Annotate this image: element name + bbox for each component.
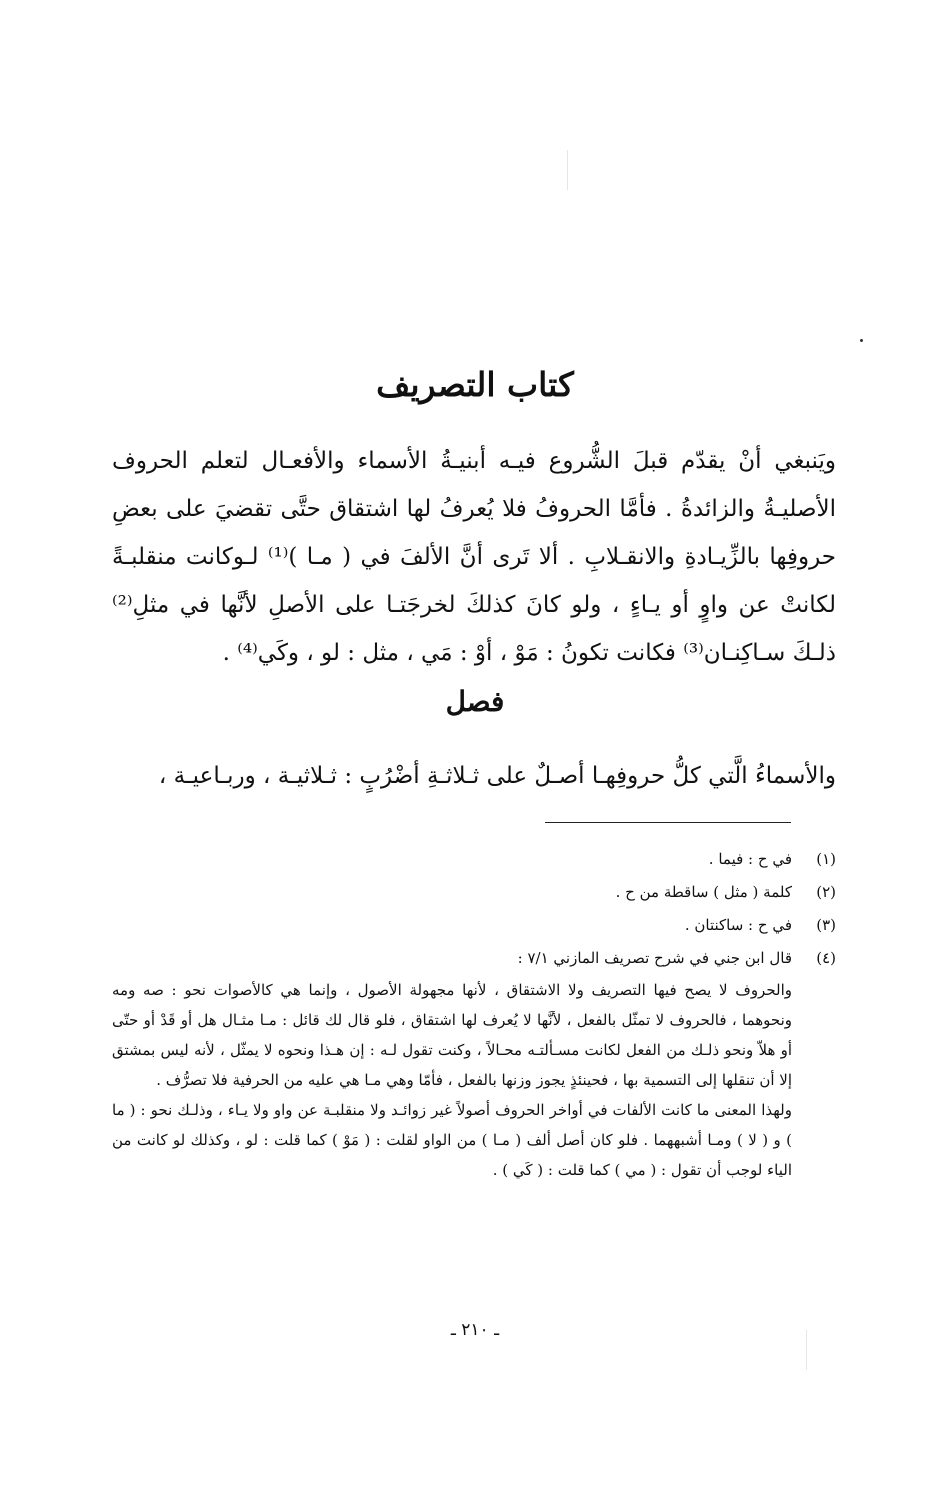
section-paragraph: والأسماءُ الَّتي كلُّ حروفِهـا أصـلٌ على ثـلاثـةِ أضْرُبٍ : ثـلاثيـة ، وربـاعيـة ، [158, 763, 836, 789]
footnote-text: في ح : ساكنتان . [684, 916, 792, 934]
scan-speck [860, 339, 863, 342]
footnote-4-quote [112, 975, 792, 1185]
scan-artifact [806, 1330, 807, 1370]
chapter-title: كتاب التصريف [376, 365, 574, 404]
section-title: فصل [445, 685, 505, 718]
footnote-number: (٤) [816, 949, 836, 967]
footnote-number: (٣) [816, 916, 836, 934]
footnote-quote-paragraph-2: ولهذا المعنى ما كانت الألفات في أواخر الحروف أصولاً غير زوائـد ولا منقلبـة عن واو ولا يـاء ، وذلـك نحو : ( ما ) و ( لا ) ومـا أشبههما . فلو كان أصل ألف ( مـا ) من الواو لقلت : ( مَوْ ) كما قلت : لو ، وكذلك لو كانت من الياء لوجب أن تقول : ( مي ) كما قلت : ( كَي ) . [112, 1101, 792, 1179]
footnote-4 [112, 942, 836, 975]
footnote-text: كلمة ( مثل ) ساقطة من ح . [615, 883, 792, 901]
page-number: ـ ٢١٠ ـ [450, 1320, 500, 1340]
footnote-number: (١) [816, 850, 836, 868]
footnote-text: قال ابن جني في شرح تصريف المازني ٧/١ : [517, 949, 792, 967]
footnote-number: (٢) [816, 883, 836, 901]
footnote-1 [112, 843, 836, 876]
footnotes [112, 843, 836, 1185]
footnote-2 [112, 876, 836, 909]
chapter-paragraph: ويَنبغي أنْ يقدّم قبلَ الشُّروع فيـه أبنيـةُ الأسماء والأفعـال لتعلم الحروف الأصليـةُ والزائدةُ . فأمَّا الحروفُ فلا يُعرفُ لها اشتقاق حتَّى تقضيَ على بعضِ حروفِها بالزِّيـادةِ والانقـلابِ . ألا تَرى أنَّ الألفَ في ( مـا )⁽¹⁾ لـوكانت منقلبـةً لكانتْ عن واوٍ أو يـاءٍ ، ولو كانَ كذلكَ لخرجَتـا على الأصلِ لأنَّها في مثلِ⁽²⁾ ذلـكَ سـاكِنـان⁽³⁾ فكانت تكونُ : مَوْ ، أوْ : مَي ، مثل : لو ، وكَي⁽⁴⁾ . [112, 448, 836, 666]
footnote-quote-paragraph-1: والحروف لا يصح فيها التصريف ولا الاشتقاق ، لأنها مجهولة الأصول ، وإنما هي كالأصوات نحو : صه ومه ونحوهما ، فالحروف لا تمثّل بالفعل ، لأنَّها لا يُعرف لها اشتقاق ، فلو قال لك قائل : مـا مثـال هل أو قَدْ أو حتّى أو هلاّ ونحو ذلـك من الفعل لكانت مسـألتـه محـالاً ، وكنت تقول لـه : إن هـذا ونحوه لا يمثّل ، لأنه ليس بمشتق إلا أن تنقلها إلى التسمية بها ، فحينئذٍ يجوز وزنها بالفعل ، فأمّا وهي مـا هي عليه من الحرفية فلا تصرُّف . [112, 981, 792, 1089]
footnote-separator [545, 822, 791, 823]
scan-artifact [567, 150, 568, 190]
footnote-text: في ح : فيما . [708, 850, 792, 868]
footnote-3 [112, 909, 836, 942]
